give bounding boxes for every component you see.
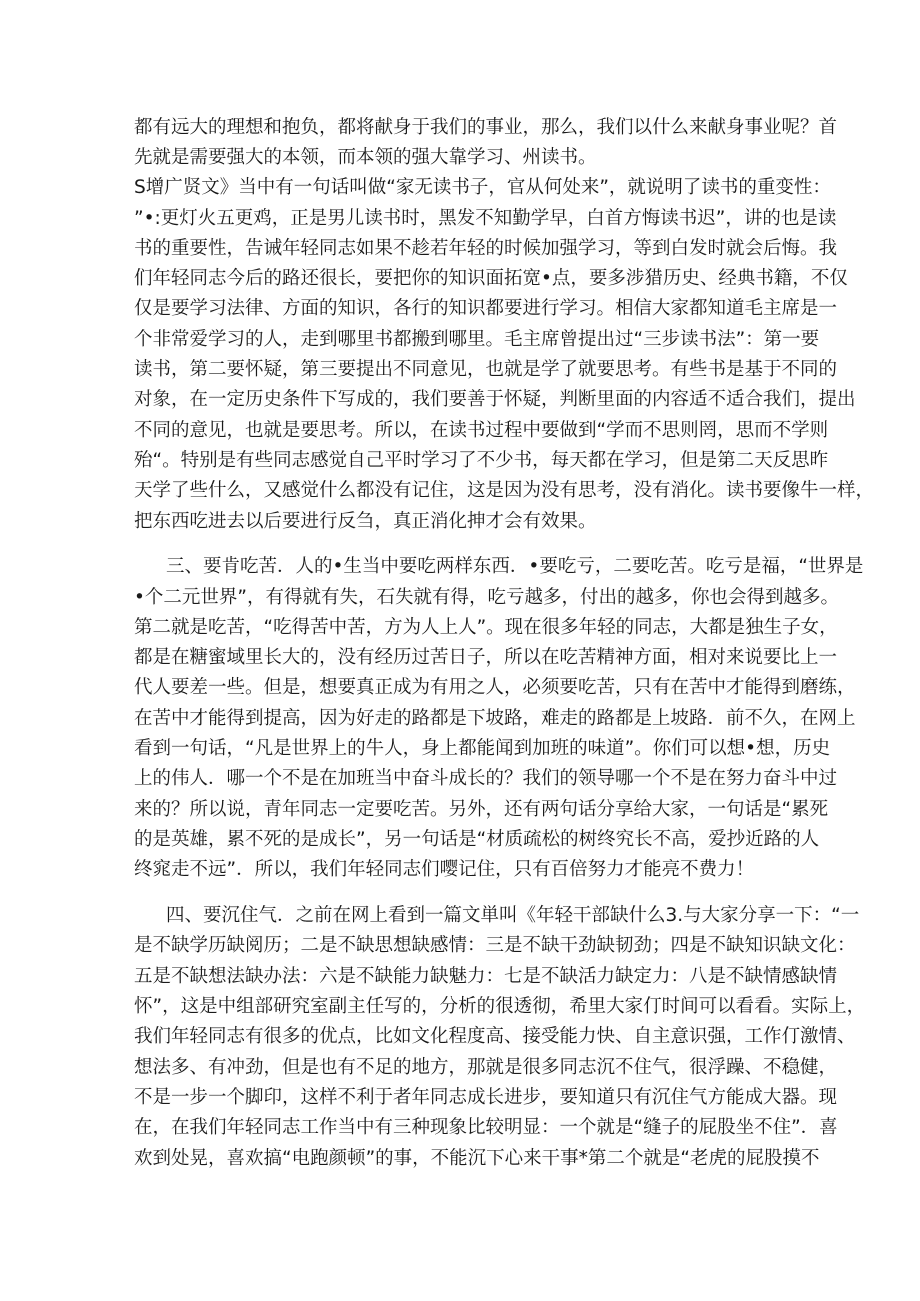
text-line: 读书，第二要怀疑，第三要提出不同意见，也就是学了就要思考。有些书是基于不同的 bbox=[134, 359, 838, 380]
text-line: 不同的意见，也就是要思考。所以，在读书过程中要做到“学而不思则罔，思而不学则 bbox=[134, 420, 829, 441]
text-line: 的是英雄，累不死的是成长”，另一句话是“材质疏松的树终究长不高，爱抄近路的人 bbox=[134, 829, 820, 850]
text-line: 先就是需要强大的本领，而本领的强大靠学习、州读书。 bbox=[134, 147, 597, 168]
text-line: 第二就是吃苦，“吃得苦中苦，方为人上人”。现在很多年轻的同志，大都是独生子女， bbox=[134, 617, 838, 638]
text-line: •个二元世界”，有得就有失，石失就有得，吃亏越多，付出的越多，你也会得到越多。 bbox=[134, 587, 839, 608]
text-line: 仅是要学习法律、方面的知识，各行的知识都要进行学习。相信大家都知道毛主席是一 bbox=[134, 298, 838, 319]
text-line: 上的伟人．哪一个不是在加班当中奋斗成长的？我们的领导哪一个不是在努力奋斗中过 bbox=[134, 768, 838, 789]
text-line: 在苦中才能得到提高，因为好走的路都是下坡路，难走的路都是上坡路．前不久，在网上 bbox=[134, 708, 856, 729]
text-line: 们年轻同志今后的路还很长，要把你的知识面拓宽•点，要多涉猎历史、经典书籍，不仅 bbox=[134, 268, 848, 289]
text-line: 殆“。特别是有些同志感觉自己平时学习了不少书，每天都在学习，但是第二天反思昨 bbox=[134, 450, 829, 471]
text-line: 在，在我们年轻同志工作当中有三种现象比较明显：一个就是“缝子的屁股坐不住”．喜 bbox=[134, 1117, 838, 1138]
text-line: 天学了些什么，又感觉什么都没有记住，这是因为没有思考，没有消化。读书要像牛一样， bbox=[134, 480, 875, 501]
text-line: 我们年轻同志有很多的优点，比如文化程度高、接受能力快、自主意识强，工作仃激情、 bbox=[134, 1026, 856, 1047]
text-line: 欢到处晃，喜欢搞“电跑颜顿”的事，不能沉下心来干事*第二个就是“老虎的屁股摸不 bbox=[134, 1148, 820, 1169]
text-line: S增广贤文》当中有一句话叫做“家无读书子，官从何处来”，就说明了读书的重变性： bbox=[134, 177, 831, 198]
text-line: 代人要差一些。但是，想要真正成为有用之人，必须要吃苦，只有在苦中才能得到磨练， bbox=[134, 677, 856, 698]
text-line: 不是一步一个脚印，这样不利于者年同志成长进步，要知道只有沉住气方能成大器。现 bbox=[134, 1087, 838, 1108]
text-line: 三、要肯吃苦．人的•生当中要吃两样东西．•要吃亏，二要吃苦。吃亏是福，“世界是 bbox=[166, 556, 864, 577]
text-line: 书的重要性，告诫年轻同志如果不趁若年轻的时候加强学习，等到白发时就会后悔。我 bbox=[134, 238, 838, 259]
text-line: 是不缺学历缺阅历；二是不缺思想缺感情：三是不缺干劲缺韧劲；四是不缺知识缺文化： bbox=[134, 935, 856, 956]
text-line: 看到一句话，“凡是世界上的牛人，身上都能闻到加班的味道”。你们可以想•想，历史 bbox=[134, 738, 831, 759]
text-line: 把东西吃进去以后要进行反刍，真正消化抻才会有效果。 bbox=[134, 511, 597, 532]
text-line: 怀”，这是中组部研究室副主任写的，分析的很透彻，希里大家仃时间可以看看。实际上， bbox=[134, 996, 866, 1017]
text-line: 想法多、有冲劲，但是也有不足的地方，那就是很多同志沉不住气，很浮躁、不稳健， bbox=[134, 1057, 838, 1078]
text-line: 个非常爱学习的人，走到哪里书都搬到哪里。毛主席曾提出过“三步读书法”：第一要 bbox=[134, 329, 820, 350]
text-line: 对象，在一定历史条件下写成的，我们要善于怀疑，判断里面的内容适不适合我们，提出 bbox=[134, 389, 856, 410]
text-line: 终窕走不远”．所以，我们年轻同志们嘤记住，只有百倍努力才能亮不费力！ bbox=[134, 859, 755, 880]
text-line: 四、要沉住气．之前在网上看到一篇文単叫《年轻干部缺什么3.与大家分享一下：“一 bbox=[166, 905, 860, 926]
text-line: 五是不缺想法缺办法：六是不缺能力缺魅力：七是不缺活力缺定力：八是不缺情感缺情 bbox=[134, 966, 838, 987]
text-line: 都是在糖蜜域里长大的，没有经历过苦日子，所以在吃苦精神方面，相对来说要比上一 bbox=[134, 647, 838, 668]
text-line: 都有远大的理想和抱负，都将献身于我们的事业，那么，我们以什么来献身事业呢？首 bbox=[134, 117, 838, 138]
text-line: ”•:更灯火五更鸡，正是男儿读书时，黑发不知勤学早，白首方悔读书迟”，讲的也是读 bbox=[134, 208, 837, 229]
text-line: 来的？所以说，青年同志一定要吃苦。另外，还有两句话分享给大家，一句话是“累死 bbox=[134, 799, 829, 820]
